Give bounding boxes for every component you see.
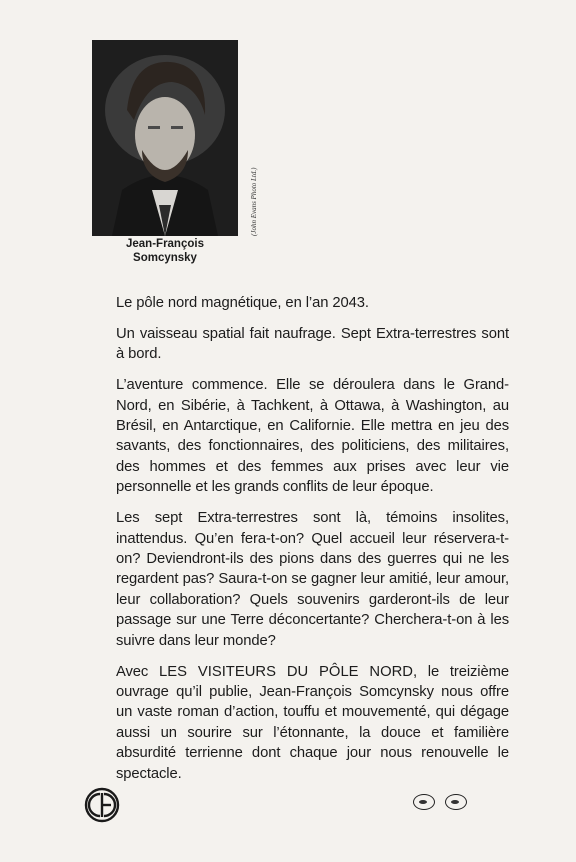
photo-credit: (John Evans Photo Ltd.) (250, 167, 258, 236)
seal-icon (413, 794, 435, 810)
author-photo (92, 40, 238, 236)
author-last-name: Somcynsky (133, 252, 197, 264)
author-name (92, 237, 238, 265)
paragraph-last: Avec LES VISITEURS DU PÔLE NORD, le treizième ouvrage qu’il publie, Jean-François Somcynsky nous offre un vaste roman d’action, touffu et mouvementé, qui dégage aussi un sourire sur l’étonnante, la douce et familière absurdité terrienne dont chaque jour nous renouvelle le spectacle. (116, 663, 509, 782)
publisher-logo-icon (84, 787, 120, 823)
paragraph: Le pôle nord magnétique, en l’an 2043. (116, 295, 369, 311)
seal-icon (445, 794, 467, 810)
author-first-name: Jean-François (126, 238, 204, 250)
publisher-badges (413, 794, 477, 816)
back-cover-text (116, 293, 509, 794)
paragraph: Les sept Extra-terrestres sont là, témoins insolites, inattendus. Qu’en fera-t-on? Quel accueil leur réservera-t-on? Deviendront-ils des pions dans des guerres qui ne les regardent pas? Saura-t-on se gagner leur amitié, leur amour, leur collaboration? Quels souvenirs garderont-ils de leur passage sur une Terre déconcertante? Cherchera-t-on à les suivre dans leur monde? (116, 510, 509, 649)
paragraph: L’aventure commence. Elle se déroulera dans le Grand-Nord, en Sibérie, à Tachkent, à Ottawa, à Washington, au Brésil, en Antarctique, en Californie. Elle mettra en jeu des savants, des fonctionnaires, des politiciens, des militaires, des hommes et des femmes aux prises avec leur vie personnelle et les grands conflits de leur époque. (116, 377, 509, 496)
book-title: LES VISITEURS DU PÔLE NORD (159, 663, 413, 680)
paragraph: Un vaisseau spatial fait naufrage. Sept Extra-terrestres sont à bord. (116, 325, 509, 363)
